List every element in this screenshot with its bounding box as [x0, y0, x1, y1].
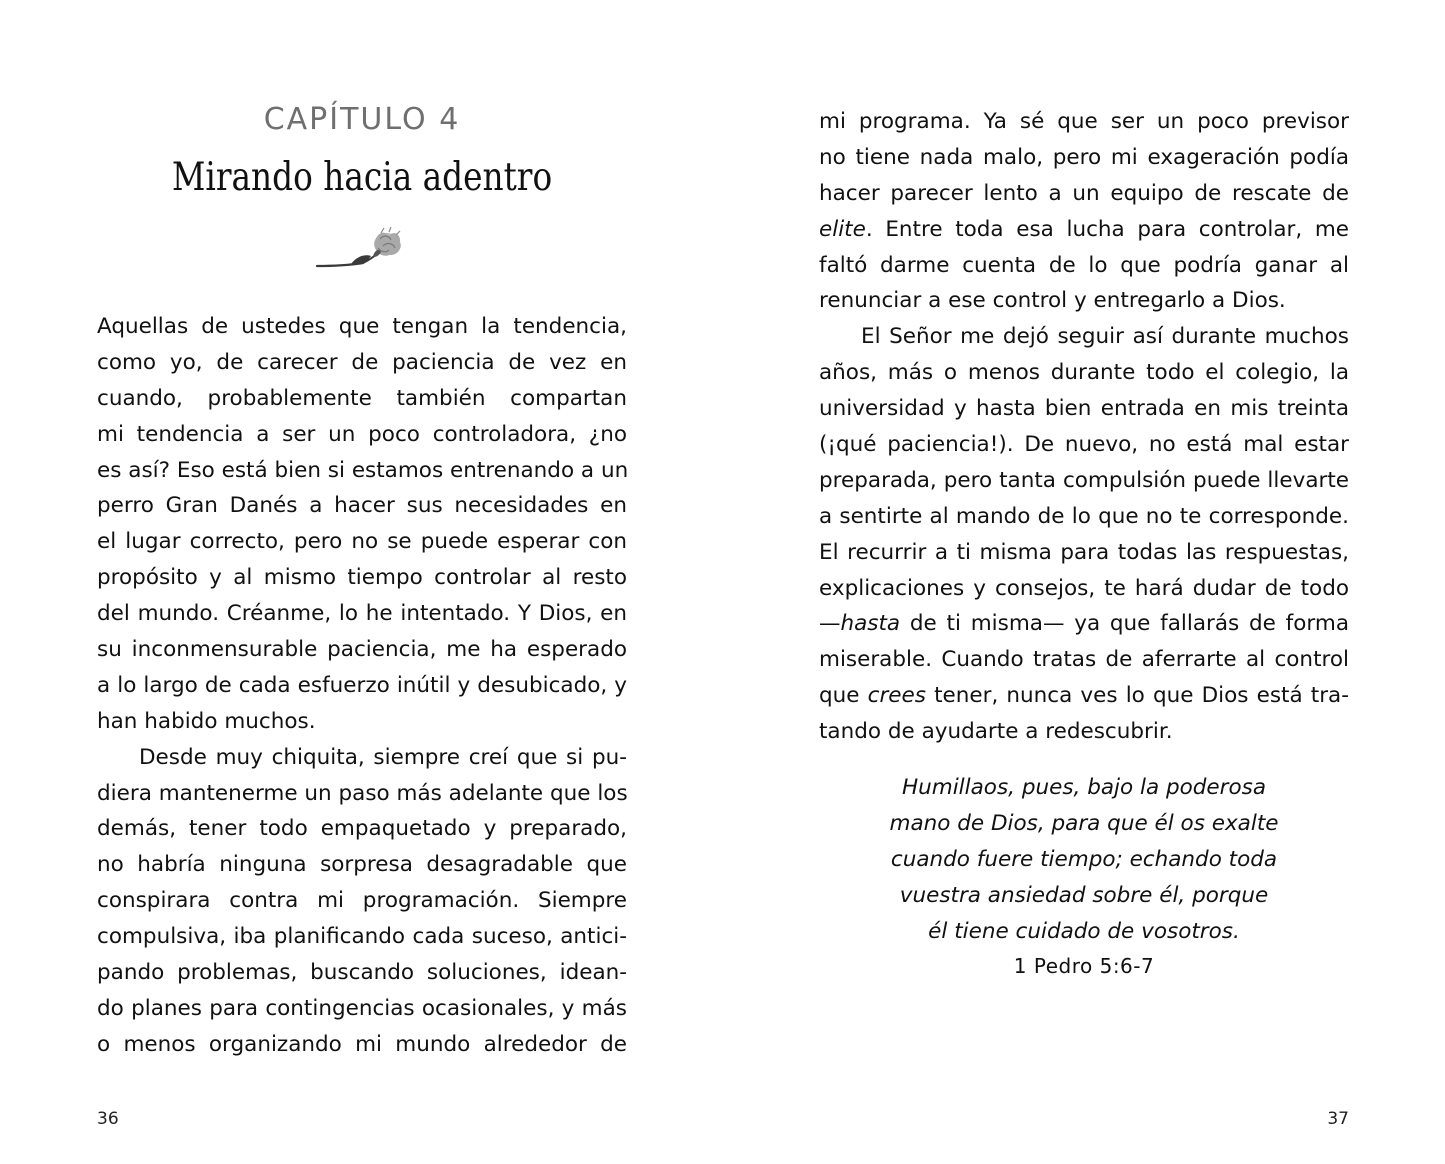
text-line: compulsiva, iba planificando cada suceso, antici- [97, 924, 627, 950]
text-line: o menos organizando mi mundo alrededor de [97, 1031, 627, 1057]
left-body-text [97, 309, 627, 1063]
line-start: que [819, 683, 868, 709]
text-line: es así? Eso está bien si estamos entrenando a un [97, 457, 629, 483]
text-line: do planes para contingencias ocasionales, y más [97, 995, 627, 1021]
text-line: El Señor me dejó seguir así durante muchos [861, 324, 1349, 350]
chapter-label: CAPÍTULO 4 [263, 102, 461, 137]
text-line: explicaciones y consejos, te hará dudar de todo [819, 575, 1349, 601]
text-line: del mundo. Créanme, lo he intentado. Y Dios, en [97, 601, 627, 627]
text-line: a lo largo de cada esfuerzo inútil y desubicado, y [97, 672, 627, 698]
line-rest: tener, nunca ves lo que Dios está tra- [925, 683, 1349, 709]
text-line: cuando, probablemente también compartan [97, 385, 627, 411]
text-line: demás, tener todo empaquetado y preparado, [97, 816, 627, 842]
text-line-with-italic [819, 606, 1349, 642]
quote-line: Humillaos, pues, bajo la poderosa [901, 775, 1267, 800]
text-line: Desde muy chiquita, siempre creí que si pu- [139, 744, 627, 770]
text-line: universidad y hasta bien entrada en mis treinta [819, 396, 1349, 422]
line-rest: . Entre toda esa lucha para controlar, me [865, 216, 1349, 242]
text-line: como yo, de carecer de paciencia de vez en [97, 349, 627, 375]
italic-word: hasta [840, 611, 901, 637]
text-line: Aquellas de ustedes que tengan la tendencia, [97, 314, 627, 339]
chapter-title: Mirando hacia adentro [171, 155, 553, 200]
quote-line: cuando fuere tiempo; echando toda [890, 846, 1278, 872]
page-number: 36 [97, 1109, 119, 1129]
text-line: preparada, pero tanta compulsión puede llevarte [819, 467, 1349, 493]
text-line: tando de ayudarte a redescubrir. [819, 719, 1173, 745]
text-line: el lugar correcto, pero no se puede esperar con [97, 529, 627, 555]
text-line: años, más o menos durante todo el colegio, la [819, 360, 1349, 386]
text-line: miserable. Cuando tratas de aferrarte al control [819, 647, 1349, 673]
text-line: a sentirte al mando de lo que no te corresponde. [819, 503, 1349, 529]
text-line: conspirara contra mi programación. Siempre [97, 888, 627, 914]
text-line: mi programa. Ya sé que ser un poco previsor [819, 109, 1349, 134]
right-page [722, 0, 1445, 1164]
quote-line: vuestra ansiedad sobre él, porque [899, 882, 1269, 908]
line-rest: de ti misma— ya que fallarás de forma [900, 611, 1349, 637]
italic-word: elite [819, 216, 866, 242]
page-number: 37 [1327, 1109, 1349, 1129]
quote-reference: 1 Pedro 5:6-7 [1013, 954, 1155, 979]
text-line: no tiene nada malo, pero mi exageración podía [819, 144, 1349, 170]
italic-word: crees [867, 683, 926, 709]
text-line: El recurrir a ti misma para todas las respuestas, [819, 539, 1349, 565]
text-line-with-italic [819, 678, 1349, 714]
text-line: su inconmensurable paciencia, me ha esperado [97, 637, 627, 663]
scripture-quote [819, 770, 1349, 985]
text-line: han habido muchos. [97, 708, 316, 734]
quote-line: él tiene cuidado de vosotros. [928, 918, 1240, 944]
text-line: propósito y al mismo tiempo controlar al resto [97, 565, 627, 591]
text-line: hacer parecer lento a un equipo de rescate de [819, 180, 1349, 206]
text-line: faltó darme cuenta de lo que podría ganar al [819, 252, 1349, 278]
text-line-with-italic [819, 212, 1349, 248]
quote-line: mano de Dios, para que él os exalte [889, 810, 1279, 836]
text-line: renunciar a ese control y entregarlo a Dios. [819, 288, 1286, 314]
right-body-text [819, 104, 1349, 750]
flower-ornament-icon [315, 226, 410, 276]
text-line: perro Gran Danés a hacer sus necesidades en [97, 493, 627, 519]
text-line: pando problemas, buscando soluciones, idean- [97, 960, 627, 986]
text-line: diera mantenerme un paso más adelante que los [97, 780, 628, 806]
text-line: mi tendencia a ser un poco controladora, ¿no [97, 421, 627, 447]
left-page [0, 0, 722, 1164]
text-line: no habría ninguna sorpresa desagradable que [97, 852, 627, 878]
text-line: (¡qué paciencia!). De nuevo, no está mal estar [819, 432, 1349, 458]
em-dash: — [819, 611, 841, 637]
